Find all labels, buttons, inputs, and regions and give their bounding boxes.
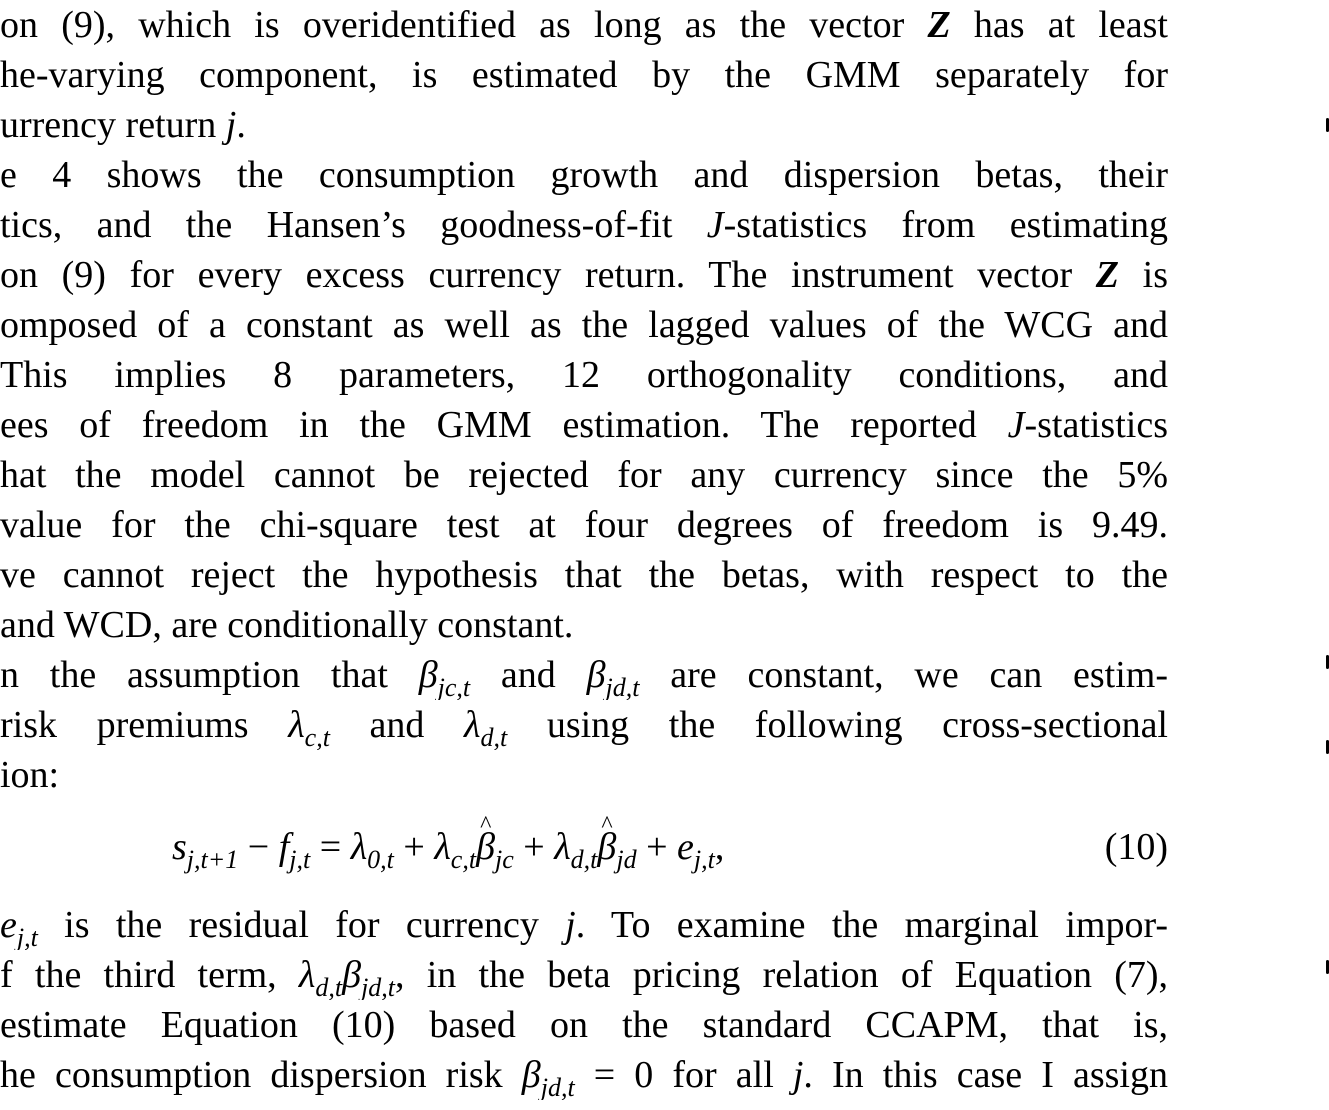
eq-operator: +	[636, 826, 678, 868]
eq-operator: =	[310, 826, 351, 868]
text-span: he consumption dispersion risk	[0, 1054, 522, 1096]
symbol-J: J	[1007, 404, 1025, 446]
text-line-14	[0, 650, 1168, 700]
subscript: jd,t	[540, 1073, 575, 1100]
eq-operator: +	[393, 826, 435, 868]
eq-subscript: c,t	[450, 845, 477, 874]
text-span: urrency return	[0, 104, 226, 146]
text-span: and	[329, 704, 465, 746]
eq-subscript: jc	[495, 845, 514, 874]
text-line-8	[0, 350, 1168, 400]
subscript: j,t	[16, 923, 38, 950]
equation-number: (10)	[1104, 826, 1168, 868]
text-span: is	[1118, 254, 1168, 296]
subscript: jd,t	[605, 673, 640, 700]
text-span: omposed of a constant as well as the lagged values of the WCG and	[0, 304, 1168, 346]
text-span: estimate Equation (10) based on the standard CCAPM, that is,	[0, 1004, 1168, 1046]
text-span: ion:	[0, 754, 60, 796]
text-span: on (9) for every excess currency return. The instrument vector	[0, 254, 1096, 296]
text-span: he-varying component, is estimated by the GMM separately for	[0, 54, 1168, 96]
text-span: are constant, we can estim-	[639, 654, 1168, 696]
eq-symbol-beta-hat: ^ β	[597, 822, 616, 872]
symbol-lambda: λ	[288, 704, 305, 746]
text-line-18	[0, 950, 1168, 1000]
text-span: has at least	[950, 4, 1168, 46]
equation-10	[0, 822, 1168, 872]
symbol-lambda: λ	[464, 704, 481, 746]
eq-subscript: j,t+1	[186, 845, 239, 874]
text-span: is the residual for currency	[37, 904, 566, 946]
text-span: ve cannot reject the hypothesis that the betas, with respect to the	[0, 554, 1168, 596]
eq-subscript: j,t	[693, 845, 715, 874]
vector-Z: Z	[927, 4, 951, 46]
eq-symbol: f	[278, 826, 290, 868]
text-span: This implies 8 parameters, 12 orthogonality conditions, and	[0, 354, 1168, 396]
text-line-1	[0, 0, 1168, 50]
text-line-12	[0, 550, 1168, 600]
eq-punctuation: ,	[714, 826, 725, 868]
text-line-17	[0, 900, 1168, 950]
eq-symbol: s	[172, 826, 187, 868]
symbol-lambda: λ	[298, 954, 316, 996]
text-line-10	[0, 450, 1168, 500]
eq-symbol: λ	[350, 826, 368, 868]
eq-operator: +	[513, 826, 555, 868]
text-line-20	[0, 1050, 1168, 1100]
symbol-beta: β	[521, 1054, 541, 1096]
equation-formula	[172, 822, 724, 872]
symbol-e: e	[0, 904, 17, 946]
text-span: hat the model cannot be rejected for any currency since the 5%	[0, 454, 1168, 496]
symbol-J: J	[706, 204, 724, 246]
text-line-4	[0, 150, 1168, 200]
symbol-j: j	[792, 1054, 804, 1096]
eq-symbol: λ	[554, 826, 571, 868]
symbol-beta: β	[418, 654, 438, 696]
text-span: ees of freedom in the GMM estimation. The reported	[0, 404, 1008, 446]
subscript: jc,t	[437, 673, 471, 700]
text-span: using the following cross-sectional	[507, 704, 1168, 746]
text-line-16	[0, 750, 1168, 800]
text-span: = 0 for all	[574, 1054, 793, 1096]
symbol-beta: β	[586, 654, 606, 696]
symbol-j: j	[565, 904, 576, 946]
subscript: d,t	[315, 973, 343, 1000]
text-line-15	[0, 700, 1168, 750]
eq-symbol-beta-hat: ^ β	[476, 822, 495, 872]
eq-subscript: j,t	[289, 845, 311, 874]
text-span: f the third term,	[0, 954, 299, 996]
text-line-3	[0, 100, 1168, 150]
vector-Z: Z	[1095, 254, 1119, 296]
text-span: on (9), which is overidentified as long as the vector	[0, 4, 928, 46]
symbol-beta: β	[342, 954, 362, 996]
text-span: and WCD, are conditionally constant.	[0, 604, 574, 646]
subscript: d,t	[480, 723, 508, 750]
subscript: jd,t	[361, 973, 396, 1000]
text-span: tics, and the Hansen’s goodness-of-fit	[0, 204, 707, 246]
eq-subscript: jd	[616, 845, 637, 874]
eq-symbol: e	[677, 826, 694, 868]
text-span: .	[236, 104, 246, 146]
text-line-5	[0, 200, 1168, 250]
text-span: -statistics	[1024, 404, 1168, 446]
text-span: . To examine the marginal impor-	[575, 904, 1168, 946]
eq-symbol: λ	[434, 826, 451, 868]
eq-subscript: 0,t	[367, 845, 394, 874]
text-line-7	[0, 300, 1168, 350]
text-span: risk premiums	[0, 704, 289, 746]
text-line-2	[0, 50, 1168, 100]
text-line-9	[0, 400, 1168, 450]
text-span: value for the chi-square test at four degrees of freedom is 9.49.	[0, 504, 1168, 546]
text-span: and	[470, 654, 587, 696]
eq-subscript: d,t	[570, 845, 598, 874]
text-line-6	[0, 250, 1168, 300]
subscript: c,t	[304, 723, 330, 750]
text-span: -statistics from estimating	[723, 204, 1168, 246]
eq-operator: −	[238, 826, 279, 868]
text-line-13	[0, 600, 1168, 650]
text-line-19	[0, 1000, 1168, 1050]
text-span: , in the beta pricing relation of Equation (7),	[395, 954, 1168, 996]
symbol-j: j	[225, 104, 237, 146]
text-span: . In this case I assign	[803, 1054, 1168, 1096]
text-span: n the assumption that	[0, 654, 419, 696]
text-line-11	[0, 500, 1168, 550]
text-span: e 4 shows the consumption growth and dispersion betas, their	[0, 154, 1168, 196]
